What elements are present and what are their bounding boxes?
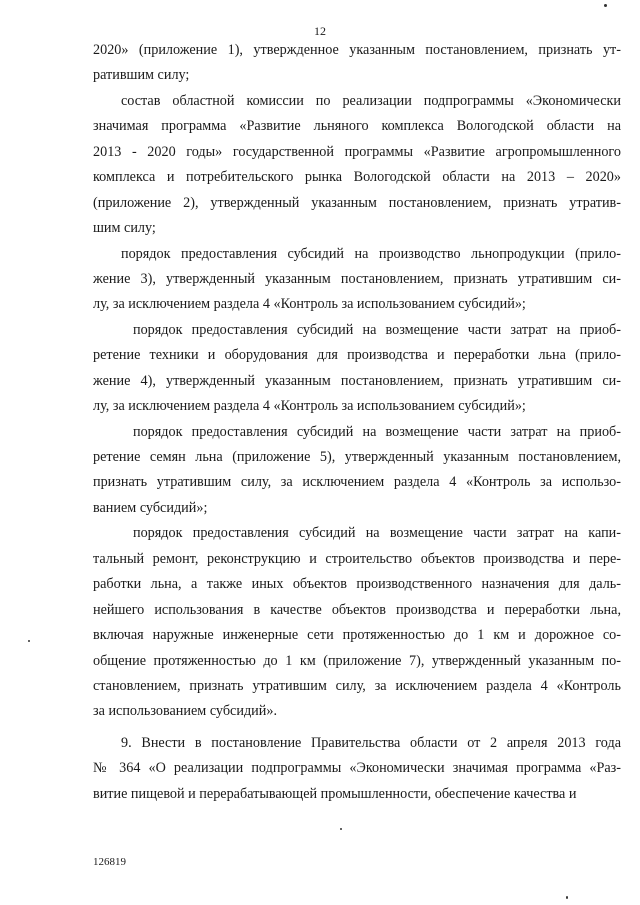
text-line: шим силу; [93, 220, 156, 237]
scan-speck [604, 4, 607, 7]
text-line: ратившим силу; [93, 67, 190, 84]
scan-speck [28, 640, 30, 642]
text-line: работки льна, а также иных объектов производственного назначения для даль- [93, 576, 621, 593]
paragraph-p5 [93, 420, 621, 522]
text-line: состав областной комиссии по реализации подпрограммы «Экономически [121, 92, 621, 109]
paragraph-p6 [93, 521, 621, 725]
text-line: ванием субсидий»; [93, 499, 208, 516]
paragraph-p3 [93, 242, 621, 318]
text-line: общение протяженностью до 1 км (приложение 7), утвержденный указанным по- [93, 652, 621, 669]
paragraph-p4 [93, 318, 621, 420]
text-line: № 364 «О реализации подпрограммы «Экономически значимая программа «Раз- [93, 760, 621, 777]
text-line: порядок предоставления субсидий на производство льнопродукции (прило- [121, 245, 621, 262]
document-body [93, 38, 621, 807]
paragraph-p7 [93, 731, 621, 807]
paragraph-p2 [93, 89, 621, 242]
text-line: витие пищевой и перерабатывающей промышленности, обеспечение качества и [93, 785, 577, 802]
text-line: за использованием субсидий». [93, 703, 277, 720]
text-line: включая наружные инженерные сети протяженностью до 1 км и дорожное со- [93, 627, 621, 644]
text-line: комплекса и потребительского рынка Вологодской области на 2013 – 2020» [93, 169, 621, 186]
text-line: нейшего использования в качестве объектов производства и переработки льна, [93, 601, 621, 618]
text-line: жение 3), утвержденный указанным постановлением, признать утратившим си- [93, 270, 621, 287]
text-line: значимая программа «Развитие льняного комплекса Вологодской области на [93, 118, 621, 135]
text-line: порядок предоставления субсидий на возмещение части затрат на приоб- [133, 423, 621, 440]
document-code: 126819 [93, 856, 126, 868]
text-line: ретение семян льна (приложение 5), утвержденный указанным постановлением, [93, 449, 621, 465]
page-number: 12 [314, 24, 326, 38]
text-line: лу, за исключением раздела 4 «Контроль за использованием субсидий»; [93, 296, 526, 313]
paragraph-p1 [93, 38, 621, 89]
text-line: тальный ремонт, реконструкцию и строительство объектов производства и пере- [93, 550, 621, 567]
text-line: лу, за исключением раздела 4 «Контроль за использованием субсидий»; [93, 398, 526, 415]
text-line: ретение техники и оборудования для производства и переработки льна (прило- [93, 347, 621, 364]
text-line: признать утратившим силу, за исключением раздела 4 «Контроль за использо- [93, 474, 621, 491]
text-line: 2020» (приложение 1), утвержденное указанным постановлением, признать ут- [93, 42, 621, 58]
text-line: порядок предоставления субсидий на возмещение части затрат на капи- [133, 525, 621, 542]
text-line: становлением, признать утратившим силу, за исключением раздела 4 «Контроль [93, 677, 621, 694]
scan-speck [340, 828, 342, 830]
text-line: 9. Внести в постановление Правительства области от 2 апреля 2013 года [121, 734, 621, 751]
text-line: (приложение 2), утвержденный указанным постановлением, признать утратив- [93, 194, 621, 211]
text-line: 2013 - 2020 годы» государственной программы «Развитие агропромышленного [93, 143, 621, 160]
text-line: жение 4), утвержденный указанным постановлением, признать утратившим си- [93, 372, 621, 389]
text-line: порядок предоставления субсидий на возмещение части затрат на приоб- [133, 321, 621, 338]
scan-speck [566, 896, 568, 899]
